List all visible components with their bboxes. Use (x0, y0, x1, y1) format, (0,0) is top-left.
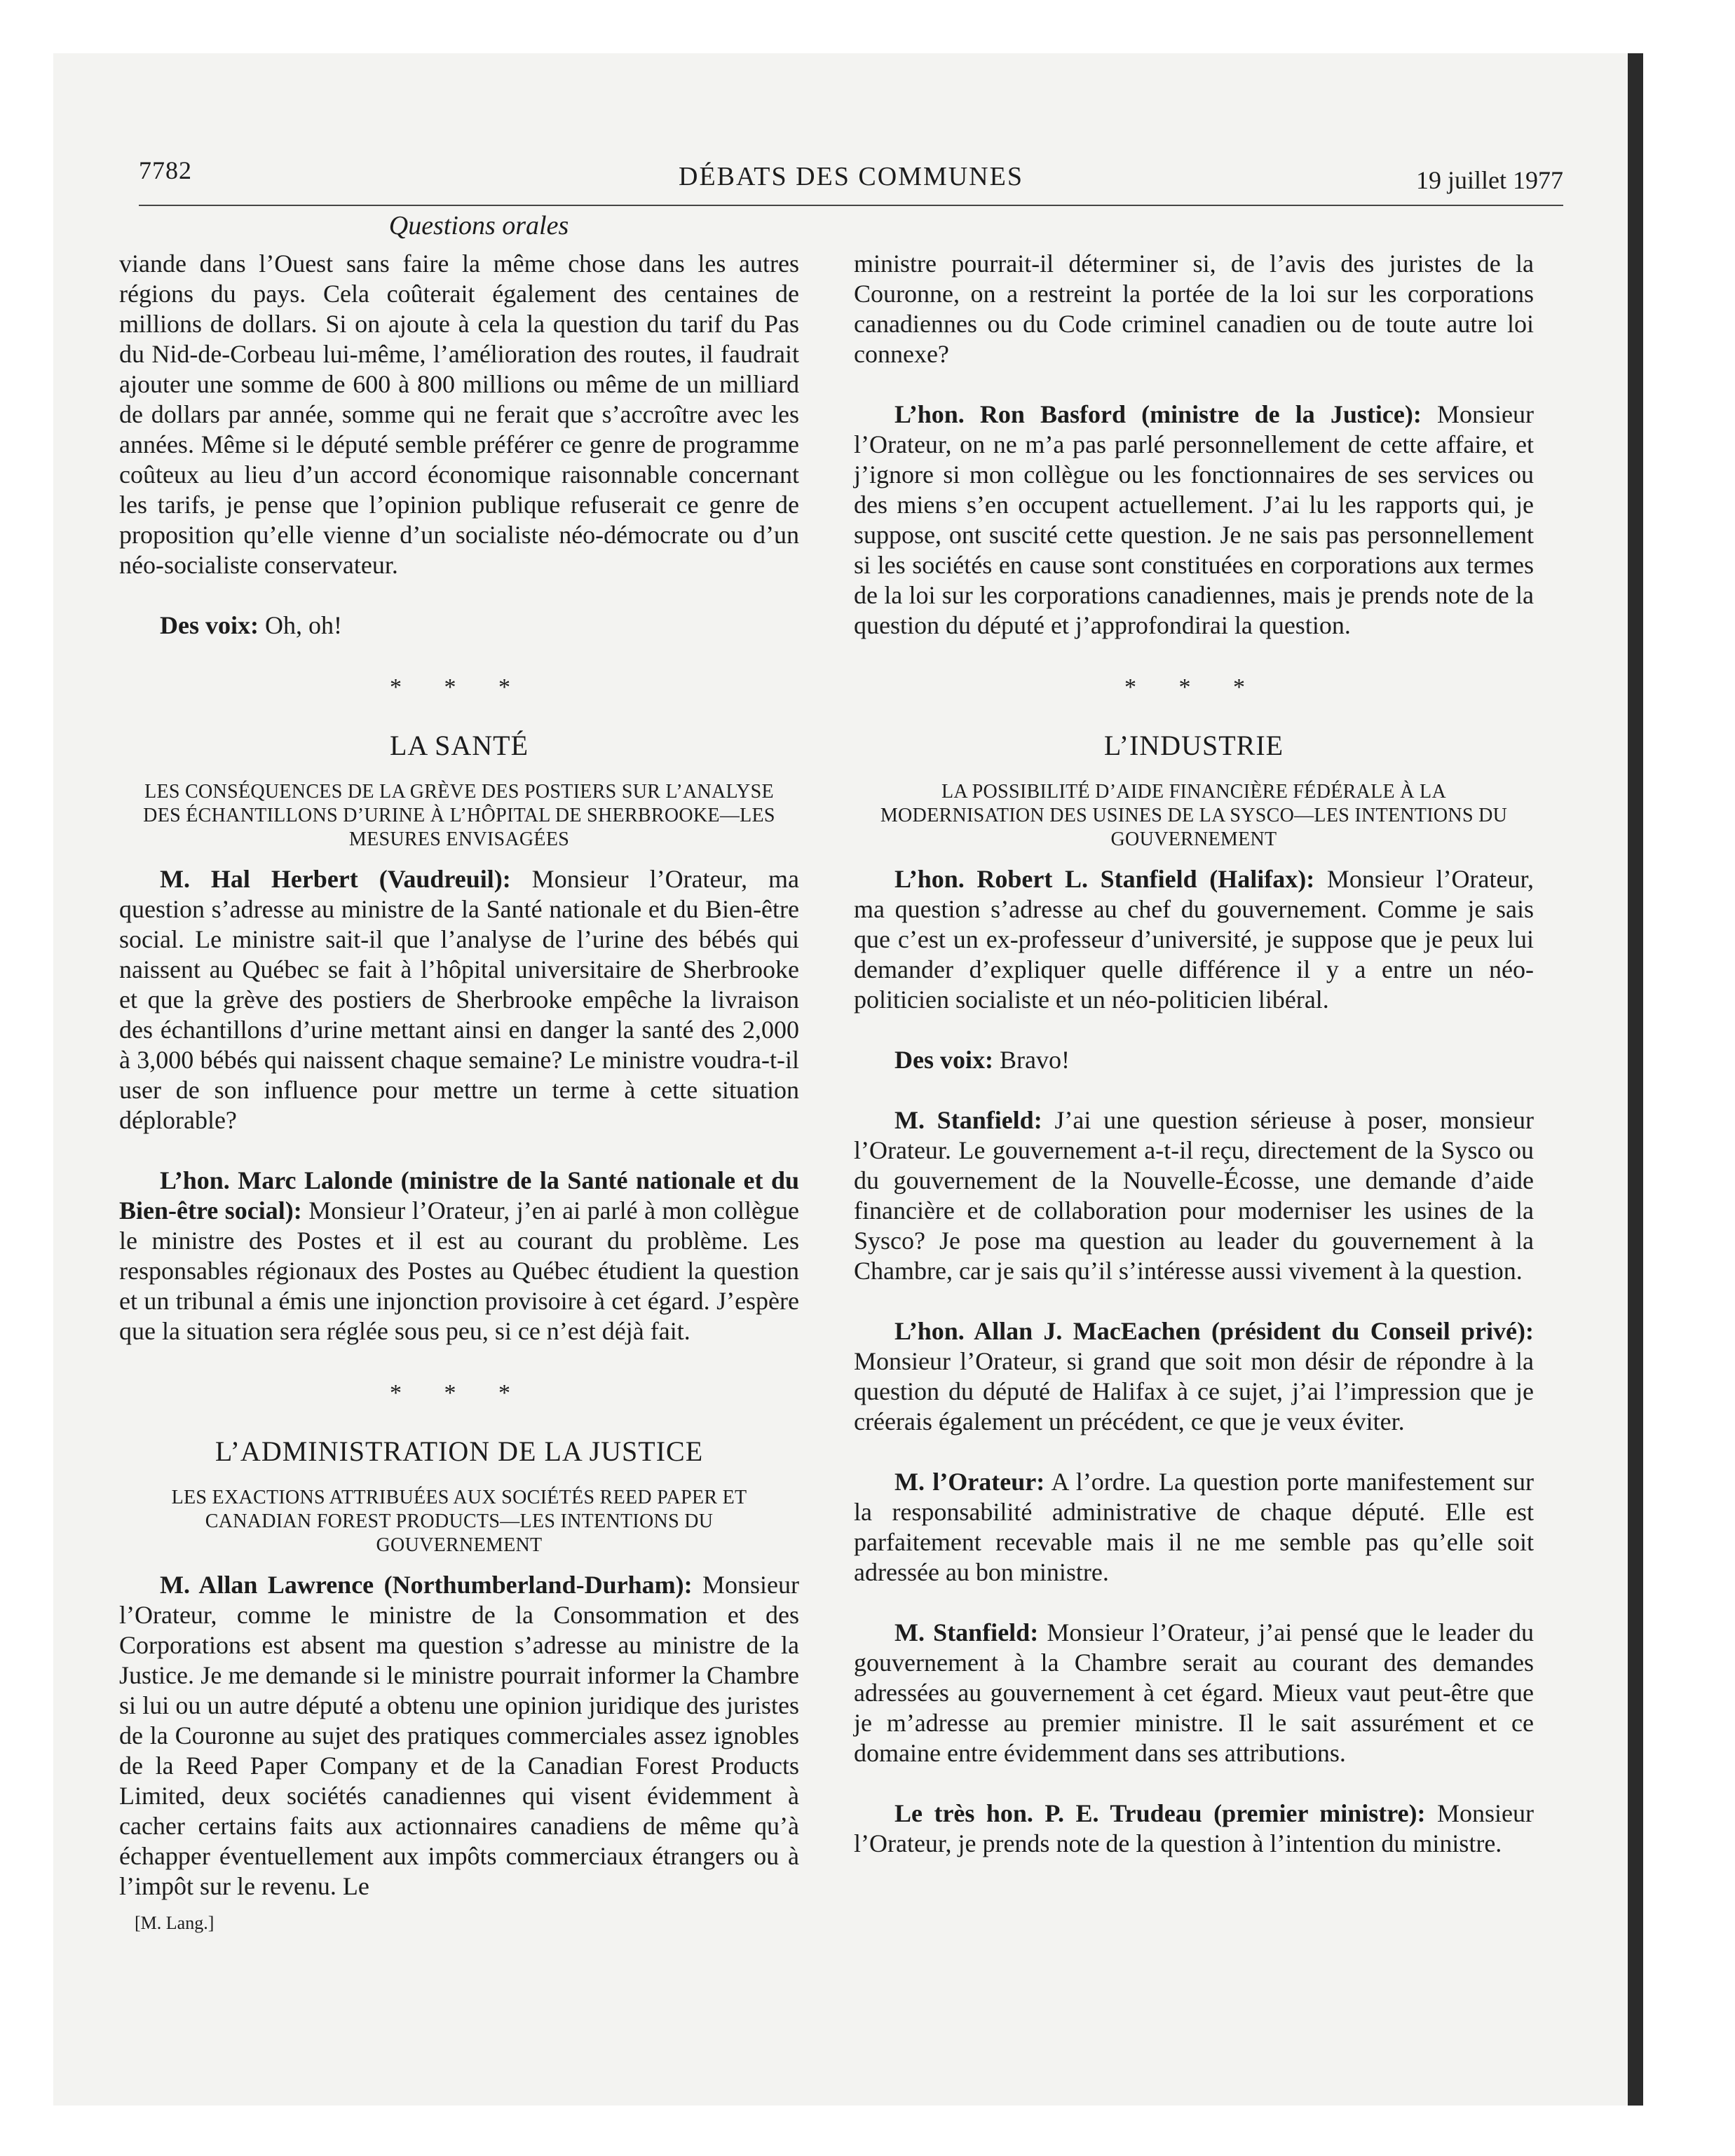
speaker-name: M. Stanfield: (894, 1106, 1042, 1134)
speaker-name: L’hon. Marc Lalonde (ministre de la Santé nationale et du Bien-être social): (119, 1166, 799, 1224)
section-separator: * * * (390, 674, 529, 700)
speaker-name: Des voix: (894, 1046, 993, 1074)
paragraph: ministre pourrait-il déterminer si, de l’avis des juristes de la Couronne, on a restreint la portée de la loi sur les corporations canadiennes ou du Code criminel canadien ou de toute autre loi connexe? (854, 250, 1534, 368)
speech-text: Monsieur l’Orateur, j’en ai parlé à mon collègue le ministre des Postes et il est au courant du problème. Les responsables régionaux des Postes au Québec étudient la question et un tribunal a émis une injonction provisoire à cet égard. J’espère que la situation sera réglée sous peu, si ce n’est déjà fait. (119, 1196, 799, 1345)
speaker-name: M. Hal Herbert (Vaudreuil): (160, 865, 511, 893)
speaker-name: Le très hon. P. E. Trudeau (premier ministre): (894, 1799, 1426, 1827)
paragraph (854, 864, 1534, 1015)
running-head (139, 156, 1563, 206)
speaker-name: Des voix: (160, 611, 259, 639)
topic-subheading: LES CONSÉQUENCES DE LA GRÈVE DES POSTIERS SUR L’ANALYSE DES ÉCHANTILLONS D’URINE À L’HÔPITAL DE SHERBROOKE—LES MESURES ENVISAGÉES (143, 781, 775, 850)
paragraph (854, 1316, 1534, 1437)
section-separator: * * * (390, 1380, 529, 1406)
section-separator: * * * (1124, 674, 1263, 700)
right-column (854, 249, 1534, 1859)
journal-title: DÉBATS DES COMMUNES (679, 162, 1023, 191)
speech-text: Monsieur l’Orateur, ma question s’adresse au ministre de la Santé nationale et du Bien-être social. Le ministre sait-il que l’analyse de l’urine des bébés qui naissent au Québec se fait à l’hôpital universitaire de Sherbrooke et que la grève des postiers de Sherbrooke empêche la livraison des échantillons d’urine mettant ainsi en danger la santé des 2,000 à 3,000 bébés qui naissent chaque semaine? Le ministre voudra-t-il user de son influence pour mettre un terme à cette situation déplorable? (119, 865, 799, 1134)
speech-text: Bravo! (993, 1046, 1070, 1074)
scan-edge-shadow (1628, 53, 1643, 2106)
topic-subheading: LES EXACTIONS ATTRIBUÉES AUX SOCIÉTÉS REED PAPER ET CANADIAN FOREST PRODUCTS—LES INTENTIONS DU GOUVERNEMENT (171, 1487, 747, 1556)
paragraph (854, 1045, 1534, 1075)
speech-text: Monsieur l’Orateur, si grand que soit mon désir de répondre à la question du député de Halifax à ce sujet, j’ai l’impression que je créerais également un précédent, ce que je veux éviter. (854, 1347, 1534, 1435)
paragraph (854, 1618, 1534, 1768)
rubric-heading: LA SANTÉ (390, 730, 529, 761)
speech-text: Monsieur l’Orateur, je prends note de la question à l’intention du ministre. (854, 1799, 1534, 1857)
speech-text: Monsieur l’Orateur, ma question s’adresse au chef du gouvernement. Comme je sais que c’est un ex-professeur d’université, je suppose que je peux lui demander d’expliquer quelle différence il y a entre un néo-politicien socialiste et un néo-politicien libéral. (854, 865, 1534, 1014)
paragraph (119, 864, 799, 1135)
speaker-name: L’hon. Robert L. Stanfield (Halifax): (894, 865, 1315, 893)
paragraph (854, 1467, 1534, 1588)
speaker-name: M. Stanfield: (894, 1618, 1039, 1646)
speech-text: A l’ordre. La question porte manifestement sur la responsabilité administrative de chaque député. Elle est parfaitement recevable mais il ne me semble pas qu’elle soit adressée au bon ministre. (854, 1468, 1534, 1586)
speaker-name: M. l’Orateur: (894, 1468, 1045, 1496)
speech-text: J’ai une question sérieuse à poser, monsieur l’Orateur. Le gouvernement a-t-il reçu, directement de la Sysco ou du gouvernement de la Nouvelle-Écosse, une demande d’aide financière et de collaboration pour moderniser les usines de la Sysco? Je pose ma question au leader du gouvernement à la Chambre, car je sais qu’il s’intéresse aussi vivement à la question. (854, 1106, 1534, 1285)
speech-text: Monsieur l’Orateur, comme le ministre de la Consommation et des Corporations est absent ma question s’adresse au ministre de la Justice. Je me demande si le ministre pourrait informer la Chambre si lui ou un autre député a obtenu une opinion juridique des juristes de la Couronne au sujet des pratiques commerciales assez ignobles de la Reed Paper Company et de la Canadian Forest Products Limited, deux sociétés canadiennes qui visent évidemment à cacher certains faits aux actionnaires canadiens de même qu’à échapper éventuellement aux impôts commerciaux étrangers ou à l’impôt sur le revenu. Le (119, 1571, 799, 1900)
paragraph (119, 1166, 799, 1346)
rubric-heading: L’ADMINISTRATION DE LA JUSTICE (215, 1435, 704, 1467)
left-column (119, 249, 799, 1934)
speech-text: Oh, oh! (258, 611, 342, 639)
paragraph (854, 400, 1534, 641)
section-label: Questions orales (388, 211, 569, 240)
footer-note: [M. Lang.] (135, 1913, 215, 1933)
paragraph (854, 1799, 1534, 1859)
paragraph: viande dans l’Ouest sans faire la même chose dans les autres régions du pays. Cela coûterait également des centaines de millions de dollars. Si on ajoute à cela la question du tarif du Pas du Nid-de-Corbeau lui-même, l’amélioration des routes, il faudrait ajouter une somme de 600 à 800 millions ou même de un milliard de dollars par année, somme qui ne ferait que s’accroître avec les années. Même si le député semble préférer ce genre de programme coûteux au lieu d’un accord économique raisonnable concernant les tarifs, je pense que l’opinion publique refuserait ce genre de proposition qu’elle vienne d’un socialiste néo-démocrate ou d’un néo-socialiste conservateur. (119, 250, 799, 579)
page-number: 7782 (139, 156, 192, 184)
speaker-name: L’hon. Ron Basford (ministre de la Justice): (894, 400, 1422, 428)
issue-date: 19 juillet 1977 (1416, 166, 1563, 194)
speaker-name: M. Allan Lawrence (Northumberland-Durham): (160, 1571, 693, 1599)
speech-text: Monsieur l’Orateur, on ne m’a pas parlé personnellement de cette affaire, et j’ignore si mon collègue ou les fonctionnaires de ses services ou des miens s’en occupent actuellement. J’ai lu les rapports qui, je suppose, ont suscité cette question. Je ne sais pas personnellement si les sociétés en cause sont constituées en corporations aux termes de la loi sur les corporations canadiennes, mais je prends note de la question du député et j’approfondirai la question. (854, 400, 1535, 639)
paragraph (119, 610, 799, 641)
paragraph (854, 1105, 1534, 1286)
speaker-name: L’hon. Allan J. MacEachen (président du Conseil privé): (894, 1317, 1534, 1345)
topic-subheading: LA POSSIBILITÉ D’AIDE FINANCIÈRE FÉDÉRALE À LA MODERNISATION DES USINES DE LA SYSCO—LES INTENTIONS DU GOUVERNEMENT (880, 781, 1508, 850)
rubric-heading: L’INDUSTRIE (1103, 730, 1284, 761)
speech-text: Monsieur l’Orateur, j’ai pensé que le leader du gouvernement à la Chambre serait au courant des demandes adressées au gouvernement à cet égard. Mieux vaut peut-être que je m’adresse au premier ministre. Il le sait assurément et ce domaine entre évidemment dans ses attributions. (854, 1618, 1534, 1767)
paragraph (119, 1570, 799, 1902)
